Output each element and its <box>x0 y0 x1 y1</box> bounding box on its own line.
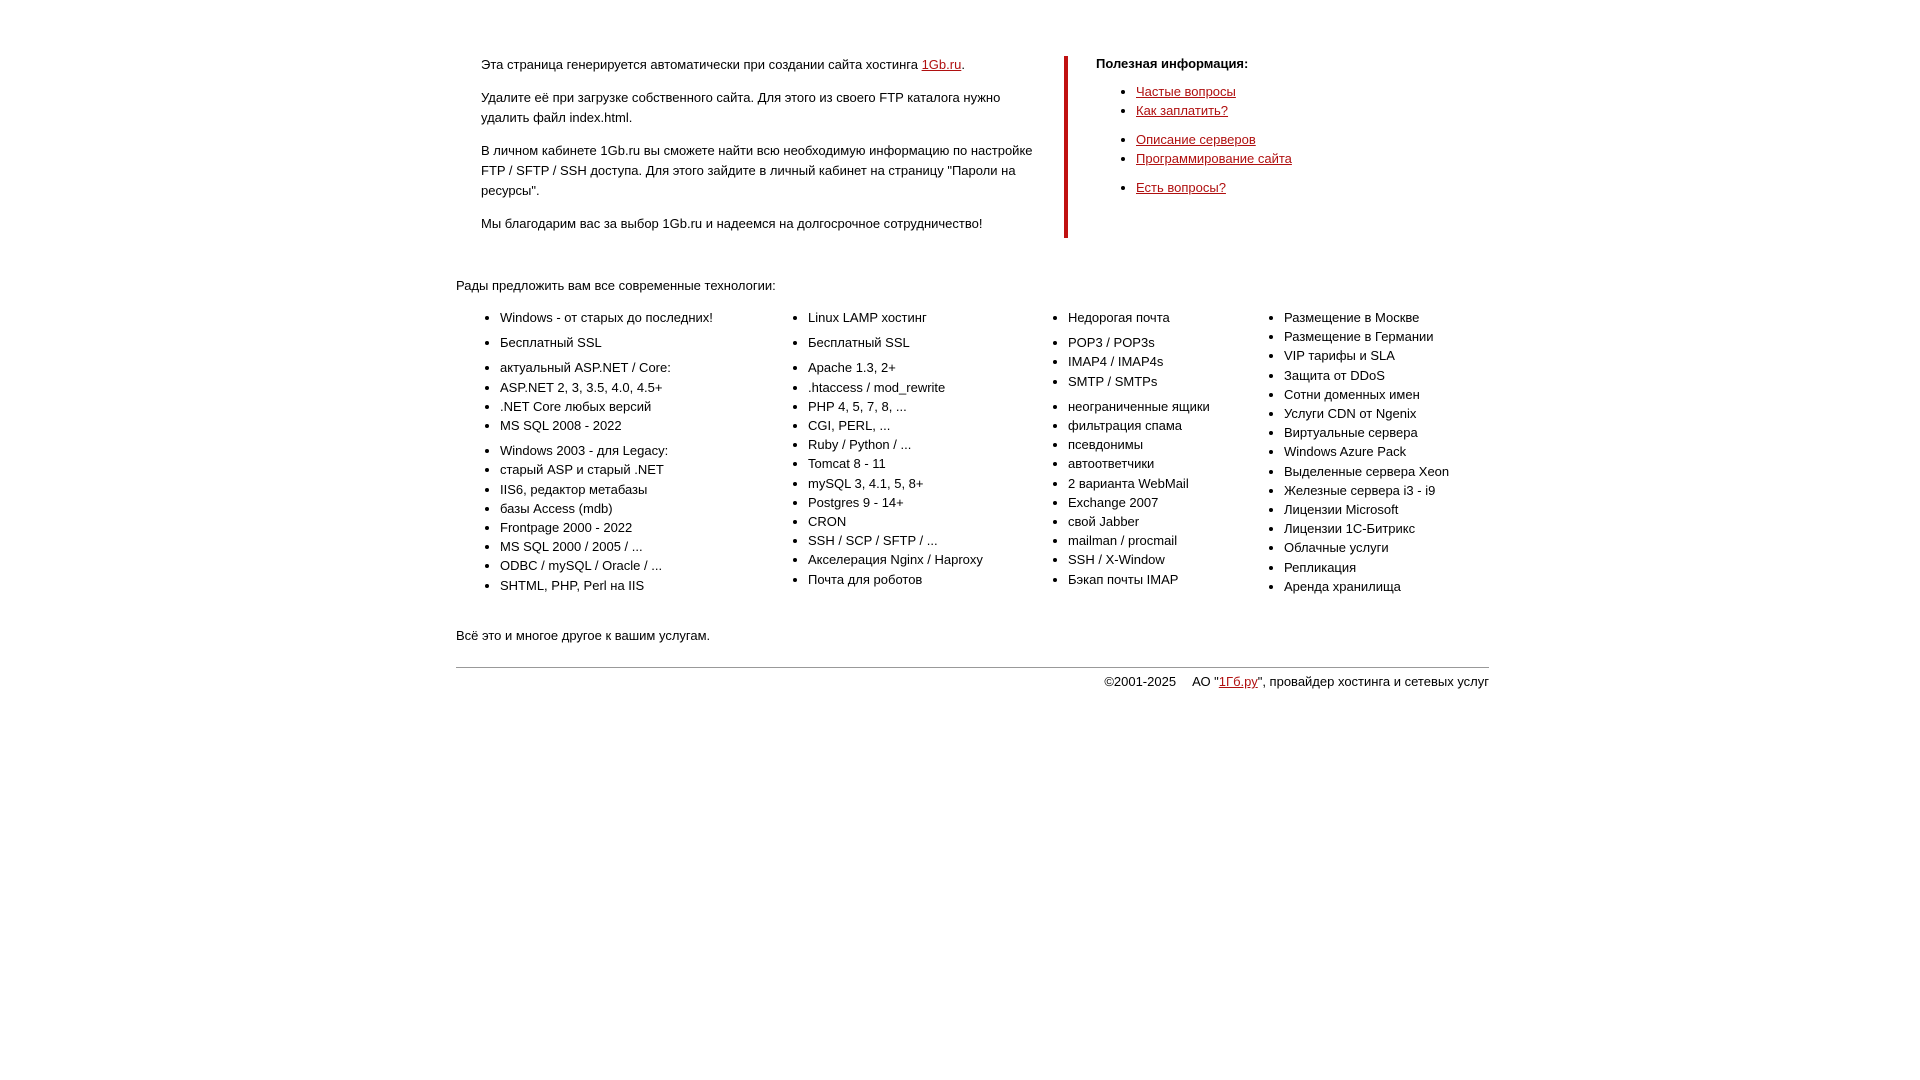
list-item: • Недорогая почта <box>1068 308 1244 327</box>
questions-link[interactable]: Есть вопросы? <box>1136 180 1226 195</box>
hosting-link[interactable]: 1Gb.ru <box>921 57 962 72</box>
intro-paragraph-1 <box>481 55 1036 75</box>
intro-paragraph-2: Удалите её при загрузке собственного сайта. Для этого из своего FTP каталога нужно удалить файл index.html. <box>481 90 1001 125</box>
tech-column-windows <box>456 308 756 601</box>
intro-p1-end: . <box>961 57 965 72</box>
list-item: • Бесплатный SSL <box>808 333 1024 352</box>
list-item: • Frontpage 2000 - 2022 <box>500 518 756 537</box>
list-item: • ODBC / mySQL / Oracle / ... <box>500 556 756 575</box>
tech-column-services <box>1240 308 1520 602</box>
list-item: • mailman / procmail <box>1068 531 1244 550</box>
footer-divider <box>456 667 1489 668</box>
list-item: • IIS6, редактор метабазы <box>500 480 756 499</box>
intro-p1-text: Эта страница генерируется автоматически при создании сайта хостинга <box>481 57 922 72</box>
tech-column-mail <box>1024 308 1244 595</box>
tech-list-group <box>456 308 756 327</box>
tech-list-group <box>1024 397 1244 589</box>
tech-list-group <box>456 441 756 595</box>
useful-links-group-3 <box>1096 178 1464 197</box>
list-item: • Услуги CDN от Ngenix <box>1284 404 1520 423</box>
list-item: • PHP 4, 5, 7, 8, ... <box>808 397 1024 416</box>
list-item <box>1136 178 1464 197</box>
list-item: • Ruby / Python / ... <box>808 435 1024 454</box>
list-item <box>1136 130 1464 149</box>
list-item: • SSH / SCP / SFTP / ... <box>808 531 1024 550</box>
list-item: • Акселерация Nginx / Haproxy <box>808 550 1024 569</box>
tech-list-group <box>1024 333 1244 391</box>
list-item: • Размещение в Германии <box>1284 327 1520 346</box>
list-item: • 2 варианта WebMail <box>1068 474 1244 493</box>
footer <box>456 674 1489 690</box>
list-item: • Exchange 2007 <box>1068 493 1244 512</box>
list-item <box>1136 101 1464 120</box>
list-item: • MS SQL 2000 / 2005 / ... <box>500 537 756 556</box>
list-item: • .htaccess / mod_rewrite <box>808 378 1024 397</box>
copyright: ©2001-2025 <box>1104 674 1177 689</box>
list-item: • Аренда хранилища <box>1284 577 1520 596</box>
list-item: • Tomcat 8 - 11 <box>808 454 1024 473</box>
list-item: • актуальный ASP.NET / Core: <box>500 358 756 377</box>
list-item: • Бэкап почты IMAP <box>1068 570 1244 589</box>
list-item: • Postgres 9 - 14+ <box>808 493 1024 512</box>
list-item: • Железные сервера i3 - i9 <box>1284 481 1520 500</box>
how-to-pay-link[interactable]: Как заплатить? <box>1136 103 1229 118</box>
list-item: • CRON <box>808 512 1024 531</box>
list-item: • Сотни доменных имен <box>1284 385 1520 404</box>
useful-links-group-1 <box>1096 82 1464 120</box>
tech-list-group <box>456 333 756 352</box>
intro-paragraph-3: В личном кабинете 1Gb.ru вы сможете найти всю необходимую информацию по настройке FTP / SFTP / SSH доступа. Для этого зайдите в личный кабинет на страницу "Пароли на ресурсы". <box>481 143 1033 198</box>
list-item: • Windows Azure Pack <box>1284 442 1520 461</box>
tech-list-group <box>1024 308 1244 327</box>
tech-list-group <box>764 333 1024 352</box>
list-item: • Облачные услуги <box>1284 538 1520 557</box>
list-item: • Виртуальные сервера <box>1284 423 1520 442</box>
list-item: • Почта для роботов <box>808 570 1024 589</box>
tech-intro: Рады предложить вам все современные технологии: <box>456 278 776 293</box>
tech-list-group <box>764 358 1024 588</box>
list-item: • Репликация <box>1284 558 1520 577</box>
list-item <box>1136 82 1464 101</box>
list-item: • Защита от DDoS <box>1284 366 1520 385</box>
list-item: • POP3 / POP3s <box>1068 333 1244 352</box>
list-item: • Windows - от старых до последних! <box>500 308 756 327</box>
list-item: • .NET Core любых версий <box>500 397 756 416</box>
list-item: • автоответчики <box>1068 454 1244 473</box>
list-item: • псевдонимы <box>1068 435 1244 454</box>
company-suffix: ", провайдер хостинга и сетевых услуг <box>1257 674 1489 689</box>
list-item: • SMTP / SMTPs <box>1068 372 1244 391</box>
useful-links-group-2 <box>1096 130 1464 168</box>
list-item: • Размещение в Москве <box>1284 308 1520 327</box>
list-item: • mySQL 3, 4.1, 5, 8+ <box>808 474 1024 493</box>
list-item <box>1136 149 1464 168</box>
list-item: • старый ASP и старый .NET <box>500 460 756 479</box>
list-item: • IMAP4 / IMAP4s <box>1068 352 1244 371</box>
list-item: • фильтрация спама <box>1068 416 1244 435</box>
list-item: • Лицензии Microsoft <box>1284 500 1520 519</box>
list-item: • Windows 2003 - для Legacy: <box>500 441 756 460</box>
company-link[interactable]: 1Гб.ру <box>1218 674 1258 689</box>
list-item: • Выделенные сервера Xeon <box>1284 462 1520 481</box>
tech-list-group <box>764 308 1024 327</box>
list-item: • MS SQL 2008 - 2022 <box>500 416 756 435</box>
list-item: • SHTML, PHP, Perl на IIS <box>500 576 756 595</box>
list-item: • CGI, PERL, ... <box>808 416 1024 435</box>
intro-paragraph-4: Мы благодарим вас за выбор 1Gb.ru и надеемся на долгосрочное сотрудничество! <box>481 216 983 231</box>
outro-text: Всё это и многое другое к вашим услугам. <box>456 628 711 643</box>
list-item: • базы Access (mdb) <box>500 499 756 518</box>
list-item: • неограниченные ящики <box>1068 397 1244 416</box>
list-item: • свой Jabber <box>1068 512 1244 531</box>
servers-description-link[interactable]: Описание серверов <box>1136 132 1256 147</box>
useful-info-panel <box>1064 56 1464 238</box>
intro-block <box>481 55 1036 247</box>
faq-link[interactable]: Частые вопросы <box>1136 84 1236 99</box>
tech-list-group <box>1240 308 1520 596</box>
list-item: • SSH / X-Window <box>1068 550 1244 569</box>
list-item: • Apache 1.3, 2+ <box>808 358 1024 377</box>
list-item: • VIP тарифы и SLA <box>1284 346 1520 365</box>
list-item: • Лицензии 1С-Битрикс <box>1284 519 1520 538</box>
list-item: • ASP.NET 2, 3, 3.5, 4.0, 4.5+ <box>500 378 756 397</box>
tech-list-group <box>456 358 756 435</box>
tech-column-linux <box>764 308 1024 595</box>
list-item: • Linux LAMP хостинг <box>808 308 1024 327</box>
list-item: • Бесплатный SSL <box>500 333 756 352</box>
useful-info-title: Полезная информация: <box>1096 56 1249 71</box>
company-prefix: АО " <box>1192 674 1219 689</box>
site-programming-link[interactable]: Программирование сайта <box>1136 151 1292 166</box>
